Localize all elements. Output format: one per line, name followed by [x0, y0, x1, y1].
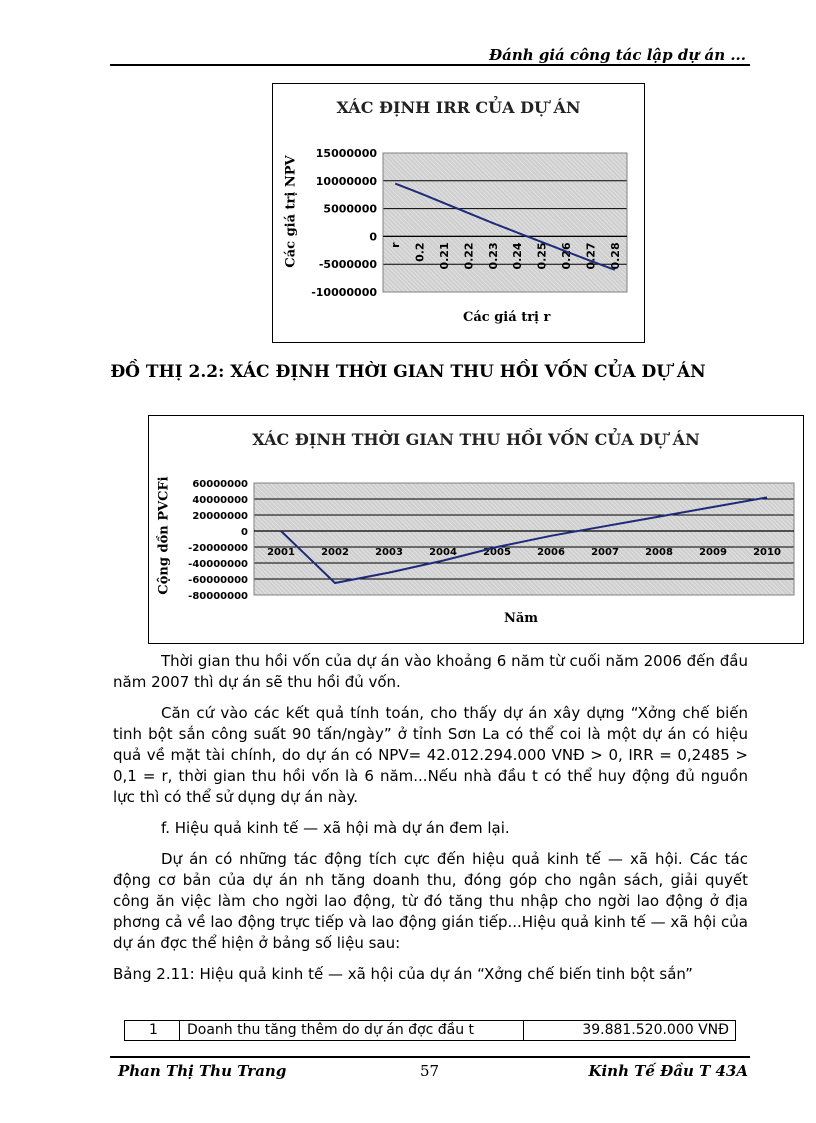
series-line [281, 497, 767, 583]
plot-border [383, 153, 627, 292]
irr-chart-svg [273, 84, 644, 342]
y-tick-label: 5000000 [323, 202, 377, 216]
x-tick-label: 2008 [645, 547, 673, 558]
x-tick-label: 2004 [429, 547, 457, 558]
series-line [395, 184, 615, 270]
y-tick-label: -10000000 [311, 286, 377, 299]
payback-chart-ylabel: Cộng dồn PVCFi [156, 476, 172, 595]
footer-class: Kinh Tế Đầu T 43A [588, 1062, 748, 1080]
irr-chart-ylabel: Các giá trị NPV [283, 155, 299, 268]
paragraph-4: Dự án có những tác động tích cực đến hiệu quả kinh tế — xã hội. Các tác động cơ bản của dự án nh tăng doanh thu, đóng góp cho ngân sách, giải quyết công ăn việc làm cho ngời lao động, từ đó tăng thu nhập cho ngời lao động ở địa phơng cả về lao động trực tiếp và lao động gián tiếp...Hiệu quả kinh tế — xã hội của dự án đợc thể hiện ở bảng số liệu sau: [113, 850, 748, 952]
x-tick-label: 2009 [699, 547, 727, 558]
payback-chart-svg [149, 416, 803, 643]
x-tick-label: 0.2 [413, 242, 427, 262]
x-tick-label: 2007 [591, 547, 619, 558]
payback-chart-xlabel: Năm [504, 611, 539, 626]
x-tick-label: 2002 [321, 547, 349, 558]
table-cell-value: 39.881.520.000 VNĐ [582, 1022, 729, 1038]
table-cell-index: 1 [149, 1022, 158, 1038]
x-tick-label: 0.21 [438, 242, 451, 270]
plot-border [254, 483, 794, 595]
x-tick-label: 2003 [375, 547, 403, 558]
header-rule [110, 64, 750, 66]
x-tick-label: 2010 [753, 547, 781, 558]
y-tick-label: 40000000 [192, 495, 248, 506]
payback-chart-title: XÁC ĐỊNH THỜI GIAN THU HỒI VỐN CỦA DỰ ÁN [252, 430, 700, 449]
paragraph-3: f. Hiệu quả kinh tế — xã hội mà dự án đem lại. [161, 819, 510, 837]
footer-page-number: 57 [420, 1062, 440, 1080]
x-tick-label: 0.22 [462, 242, 476, 270]
payback-chart [148, 415, 804, 644]
y-tick-label: 15000000 [315, 147, 377, 160]
y-tick-label: 0 [241, 527, 248, 538]
y-tick-label: 20000000 [192, 511, 248, 522]
header-title: Đánh giá công tác lập dự án ... [488, 46, 746, 64]
irr-chart-title: XÁC ĐỊNH IRR CỦA DỰ ÁN [336, 98, 581, 117]
x-tick-label: r [389, 242, 403, 248]
x-tick-label: 0.23 [486, 242, 500, 270]
y-tick-label: -80000000 [188, 591, 248, 602]
body-text [113, 651, 748, 985]
x-tick-label: 2005 [483, 547, 511, 558]
x-tick-label: 2006 [537, 547, 565, 558]
y-tick-label: -20000000 [188, 543, 248, 554]
x-tick-label: 0.24 [511, 242, 525, 270]
x-tick-label: 0.26 [560, 242, 573, 270]
table-cell-item: Doanh thu tăng thêm do dự án đợc đầu t [187, 1022, 475, 1038]
y-tick-label: 10000000 [315, 174, 377, 188]
y-tick-label: -40000000 [188, 559, 248, 570]
paragraph-1: Thời gian thu hồi vốn của dự án vào khoảng 6 năm từ cuối năm 2006 đến đầu năm 2007 thì dự án sẽ thu hồi đủ vốn. [113, 652, 748, 691]
y-tick-label: 60000000 [192, 479, 248, 490]
x-tick-label: 0.25 [535, 242, 549, 270]
y-tick-label: -5000000 [318, 258, 377, 272]
irr-chart [272, 83, 645, 343]
paragraph-2: Căn cứ vào các kết quả tính toán, cho thấy dự án xây dựng “Xởng chế biến tinh bột sắn công suất 90 tấn/ngày” ở tỉnh Sơn La có thể coi là một dự án có hiệu quả về mặt tài chính, do dự án có NPV= 42.012.294.000 VNĐ > 0, IRR = 0,2485 > 0,1 = r, thời gian thu hồi vốn là 6 năm...Nếu nhà đầu t có thể huy động đủ nguồn lực thì có thể sử dụng dự án này. [113, 704, 748, 806]
table-row [124, 1020, 736, 1041]
y-tick-label: -60000000 [188, 575, 248, 586]
irr-chart-xlabel: Các giá trị r [463, 310, 551, 325]
footer-author: Phan Thị Thu Trang [118, 1062, 287, 1080]
section-heading: ĐỒ THỊ 2.2: XÁC ĐỊNH THỜI GIAN THU HỒI VỐN CỦA DỰ ÁN [110, 362, 706, 382]
table-divider-1 [179, 1021, 180, 1040]
x-tick-label: 0.27 [584, 242, 598, 270]
x-tick-label: 2001 [267, 547, 295, 558]
x-tick-label: 0.28 [608, 242, 622, 270]
table-caption: Bảng 2.11: Hiệu quả kinh tế — xã hội của dự án “Xởng chế biến tinh bột sắn” [113, 965, 693, 983]
y-tick-label: 0 [369, 230, 377, 244]
footer-rule [110, 1056, 750, 1058]
table-divider-2 [523, 1021, 524, 1040]
